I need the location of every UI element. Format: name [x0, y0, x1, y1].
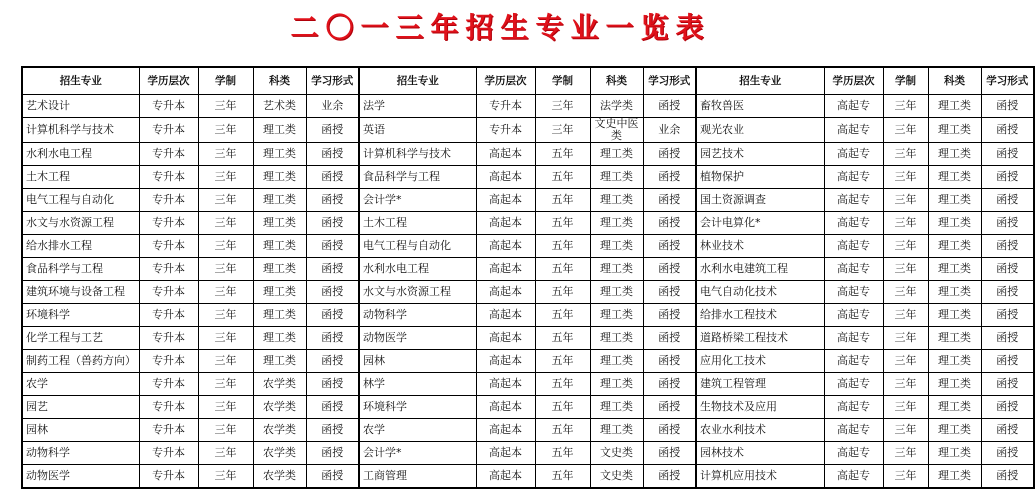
table-cell: 高起本 — [476, 327, 535, 350]
table-cell: 函授 — [981, 166, 1034, 189]
table-cell: 专升本 — [139, 442, 198, 465]
table-cell: 理工类 — [928, 373, 981, 396]
table-cell: 应用化工技术 — [696, 350, 824, 373]
table-cell: 园艺 — [22, 396, 139, 419]
table-cell: 三年 — [198, 327, 253, 350]
table-cell: 三年 — [198, 373, 253, 396]
table-cell: 理工类 — [590, 235, 643, 258]
table-cell: 计算机科学与技术 — [359, 143, 476, 166]
table-cell: 理工类 — [590, 258, 643, 281]
table-row — [22, 235, 1034, 258]
table-header-row — [22, 67, 1034, 95]
table-cell: 高起专 — [824, 304, 883, 327]
table-row — [22, 373, 1034, 396]
table-cell: 专升本 — [139, 419, 198, 442]
table-cell: 理工类 — [253, 281, 306, 304]
table-cell: 专升本 — [476, 95, 535, 118]
table-cell: 函授 — [643, 419, 696, 442]
table-cell: 理工类 — [253, 350, 306, 373]
table-cell: 文史类 — [590, 465, 643, 489]
table-cell: 函授 — [981, 281, 1034, 304]
table-cell: 函授 — [643, 304, 696, 327]
table-cell: 理工类 — [928, 212, 981, 235]
table-row — [22, 442, 1034, 465]
table-cell: 函授 — [981, 118, 1034, 143]
table-cell: 专升本 — [476, 118, 535, 143]
table-cell: 动物科学 — [22, 442, 139, 465]
table-row — [22, 212, 1034, 235]
table-cell: 英语 — [359, 118, 476, 143]
column-header: 科类 — [928, 67, 981, 95]
column-header: 学制 — [198, 67, 253, 95]
table-cell: 专升本 — [139, 304, 198, 327]
table-cell: 专升本 — [139, 212, 198, 235]
table-cell: 三年 — [198, 396, 253, 419]
table-cell: 函授 — [981, 143, 1034, 166]
table-cell: 五年 — [535, 373, 590, 396]
table-cell: 理工类 — [253, 258, 306, 281]
table-cell: 三年 — [883, 465, 928, 489]
table-cell: 高起专 — [824, 212, 883, 235]
table-cell: 高起本 — [476, 235, 535, 258]
table-cell: 函授 — [306, 258, 359, 281]
table-cell: 理工类 — [928, 118, 981, 143]
table-cell: 理工类 — [928, 327, 981, 350]
table-cell: 三年 — [198, 350, 253, 373]
table-cell: 园艺技术 — [696, 143, 824, 166]
table-cell: 土木工程 — [22, 166, 139, 189]
table-cell: 高起本 — [476, 143, 535, 166]
table-cell: 农学类 — [253, 419, 306, 442]
table-cell: 专升本 — [139, 281, 198, 304]
table-cell: 五年 — [535, 304, 590, 327]
table-cell: 五年 — [535, 396, 590, 419]
table-cell: 理工类 — [590, 419, 643, 442]
table-cell: 函授 — [981, 258, 1034, 281]
table-cell: 三年 — [198, 212, 253, 235]
table-cell: 五年 — [535, 235, 590, 258]
table-cell: 法学类 — [590, 95, 643, 118]
table-cell: 函授 — [306, 189, 359, 212]
table-cell: 理工类 — [590, 281, 643, 304]
table-cell: 理工类 — [928, 143, 981, 166]
table-cell: 专升本 — [139, 95, 198, 118]
table-cell: 函授 — [981, 212, 1034, 235]
table-cell: 植物保护 — [696, 166, 824, 189]
table-cell: 函授 — [643, 212, 696, 235]
table-cell: 函授 — [306, 350, 359, 373]
table-cell: 五年 — [535, 442, 590, 465]
table-cell: 三年 — [883, 258, 928, 281]
table-cell: 水利水电建筑工程 — [696, 258, 824, 281]
table-cell: 函授 — [981, 235, 1034, 258]
table-cell: 动物医学 — [22, 465, 139, 489]
table-cell: 函授 — [981, 350, 1034, 373]
table-row — [22, 189, 1034, 212]
table-cell: 专升本 — [139, 465, 198, 489]
table-cell: 函授 — [981, 304, 1034, 327]
table-cell: 高起本 — [476, 166, 535, 189]
table-cell: 高起专 — [824, 442, 883, 465]
table-cell: 高起本 — [476, 373, 535, 396]
table-cell: 文史类 — [590, 442, 643, 465]
table-cell: 五年 — [535, 166, 590, 189]
table-row — [22, 396, 1034, 419]
table-cell: 函授 — [643, 281, 696, 304]
table-row — [22, 281, 1034, 304]
table-cell: 动物科学 — [359, 304, 476, 327]
table-row — [22, 327, 1034, 350]
table-cell: 理工类 — [928, 166, 981, 189]
table-cell: 三年 — [883, 327, 928, 350]
table-cell: 高起专 — [824, 189, 883, 212]
table-body — [22, 95, 1034, 489]
table-row — [22, 465, 1034, 489]
table-cell: 高起专 — [824, 166, 883, 189]
table-cell: 理工类 — [590, 373, 643, 396]
column-header: 招生专业 — [22, 67, 139, 95]
table-cell: 理工类 — [590, 143, 643, 166]
table-cell: 理工类 — [928, 442, 981, 465]
table-row — [22, 258, 1034, 281]
column-header: 学历层次 — [824, 67, 883, 95]
table-cell: 理工类 — [590, 189, 643, 212]
table-cell: 五年 — [535, 465, 590, 489]
table-cell: 理工类 — [253, 118, 306, 143]
table-cell: 会计学* — [359, 189, 476, 212]
table-cell: 水文与水资源工程 — [359, 281, 476, 304]
table-cell: 专升本 — [139, 118, 198, 143]
table-cell: 理工类 — [590, 350, 643, 373]
table-cell: 高起专 — [824, 396, 883, 419]
table-cell: 理工类 — [253, 212, 306, 235]
column-header: 学习形式 — [643, 67, 696, 95]
column-header: 学历层次 — [476, 67, 535, 95]
table-cell: 三年 — [198, 143, 253, 166]
table-cell: 高起本 — [476, 281, 535, 304]
table-cell: 电气自动化技术 — [696, 281, 824, 304]
table-cell: 函授 — [306, 419, 359, 442]
column-header: 科类 — [253, 67, 306, 95]
table-cell: 函授 — [306, 327, 359, 350]
table-cell: 理工类 — [928, 419, 981, 442]
table-cell: 函授 — [643, 442, 696, 465]
table-row — [22, 419, 1034, 442]
table-cell: 业余 — [306, 95, 359, 118]
table-cell: 三年 — [198, 189, 253, 212]
table-cell: 园林技术 — [696, 442, 824, 465]
table-row — [22, 166, 1034, 189]
table-cell: 高起本 — [476, 465, 535, 489]
table-cell: 函授 — [306, 373, 359, 396]
table-cell: 五年 — [535, 350, 590, 373]
table-cell: 三年 — [883, 143, 928, 166]
table-cell: 三年 — [198, 118, 253, 143]
table-cell: 林学 — [359, 373, 476, 396]
table-cell: 理工类 — [928, 465, 981, 489]
table-cell: 三年 — [198, 442, 253, 465]
table-cell: 观光农业 — [696, 118, 824, 143]
table-cell: 生物技术及应用 — [696, 396, 824, 419]
table-cell: 高起专 — [824, 235, 883, 258]
table-cell: 水利水电工程 — [359, 258, 476, 281]
table-cell: 五年 — [535, 212, 590, 235]
table-cell: 专升本 — [139, 373, 198, 396]
table-cell: 理工类 — [253, 166, 306, 189]
table-cell: 理工类 — [928, 189, 981, 212]
table-cell: 三年 — [883, 118, 928, 143]
table-cell: 水利水电工程 — [22, 143, 139, 166]
table-cell: 五年 — [535, 258, 590, 281]
table-cell: 函授 — [306, 281, 359, 304]
table-cell: 建筑环境与设备工程 — [22, 281, 139, 304]
table-cell: 园林 — [359, 350, 476, 373]
table-cell: 化学工程与工艺 — [22, 327, 139, 350]
table-cell: 三年 — [883, 166, 928, 189]
table-cell: 理工类 — [928, 304, 981, 327]
table-cell: 三年 — [883, 419, 928, 442]
table-cell: 高起专 — [824, 281, 883, 304]
table-cell: 函授 — [981, 95, 1034, 118]
table-cell: 函授 — [306, 143, 359, 166]
column-header: 招生专业 — [359, 67, 476, 95]
table-cell: 专升本 — [139, 189, 198, 212]
table-cell: 业余 — [643, 118, 696, 143]
table-cell: 五年 — [535, 419, 590, 442]
table-cell: 高起专 — [824, 350, 883, 373]
table-cell: 函授 — [306, 118, 359, 143]
table-row — [22, 118, 1034, 143]
table-cell: 函授 — [981, 373, 1034, 396]
table-cell: 专升本 — [139, 258, 198, 281]
table-cell: 专升本 — [139, 327, 198, 350]
table-cell: 函授 — [643, 465, 696, 489]
table-cell: 文史中医类 — [590, 118, 643, 143]
table-cell: 食品科学与工程 — [22, 258, 139, 281]
table-cell: 三年 — [535, 95, 590, 118]
table-cell: 函授 — [643, 396, 696, 419]
table-cell: 高起本 — [476, 258, 535, 281]
table-cell: 法学 — [359, 95, 476, 118]
table-cell: 五年 — [535, 327, 590, 350]
table-cell: 电气工程与自动化 — [359, 235, 476, 258]
table-cell: 高起本 — [476, 442, 535, 465]
table-cell: 函授 — [643, 350, 696, 373]
table-cell: 函授 — [306, 235, 359, 258]
table-cell: 三年 — [883, 235, 928, 258]
table-cell: 函授 — [643, 258, 696, 281]
table-cell: 函授 — [643, 95, 696, 118]
table-cell: 三年 — [198, 166, 253, 189]
table-cell: 理工类 — [590, 212, 643, 235]
table-cell: 环境科学 — [22, 304, 139, 327]
table-cell: 理工类 — [928, 281, 981, 304]
table-cell: 园林 — [22, 419, 139, 442]
table-cell: 专升本 — [139, 235, 198, 258]
table-cell: 农学类 — [253, 373, 306, 396]
table-cell: 国土资源调查 — [696, 189, 824, 212]
table-cell: 高起本 — [476, 212, 535, 235]
table-cell: 食品科学与工程 — [359, 166, 476, 189]
column-header: 学制 — [883, 67, 928, 95]
table-row — [22, 304, 1034, 327]
table-cell: 会计电算化* — [696, 212, 824, 235]
table-cell: 函授 — [981, 396, 1034, 419]
table-cell: 五年 — [535, 143, 590, 166]
table-cell: 专升本 — [139, 143, 198, 166]
table-cell: 理工类 — [253, 143, 306, 166]
table-cell: 高起专 — [824, 143, 883, 166]
table-cell: 高起专 — [824, 95, 883, 118]
table-cell: 高起本 — [476, 396, 535, 419]
table-cell: 三年 — [883, 396, 928, 419]
table-cell: 理工类 — [590, 166, 643, 189]
table-cell: 三年 — [883, 212, 928, 235]
table-cell: 理工类 — [928, 396, 981, 419]
table-cell: 函授 — [306, 465, 359, 489]
table-cell: 农学类 — [253, 396, 306, 419]
table-cell: 理工类 — [253, 235, 306, 258]
table-cell: 艺术类 — [253, 95, 306, 118]
table-cell: 理工类 — [253, 304, 306, 327]
table-cell: 三年 — [883, 442, 928, 465]
table-cell: 函授 — [643, 235, 696, 258]
table-cell: 高起专 — [824, 327, 883, 350]
table-cell: 三年 — [535, 118, 590, 143]
column-header: 学习形式 — [306, 67, 359, 95]
table-cell: 理工类 — [928, 235, 981, 258]
table-cell: 土木工程 — [359, 212, 476, 235]
table-cell: 函授 — [643, 166, 696, 189]
table-cell: 理工类 — [590, 327, 643, 350]
table-cell: 三年 — [198, 419, 253, 442]
table-cell: 函授 — [981, 327, 1034, 350]
column-header: 科类 — [590, 67, 643, 95]
table-cell: 三年 — [883, 281, 928, 304]
table-cell: 函授 — [643, 143, 696, 166]
table-cell: 理工类 — [253, 189, 306, 212]
table-cell: 高起专 — [824, 118, 883, 143]
table-row — [22, 95, 1034, 118]
table-cell: 理工类 — [928, 258, 981, 281]
table-cell: 水文与水资源工程 — [22, 212, 139, 235]
table-row — [22, 350, 1034, 373]
table-cell: 会计学* — [359, 442, 476, 465]
table-cell: 农学类 — [253, 465, 306, 489]
table-cell: 理工类 — [928, 95, 981, 118]
table-cell: 建筑工程管理 — [696, 373, 824, 396]
table-cell: 函授 — [643, 189, 696, 212]
table-cell: 给水排水工程 — [22, 235, 139, 258]
table-cell: 农业水利技术 — [696, 419, 824, 442]
table-cell: 高起本 — [476, 419, 535, 442]
table-cell: 计算机应用技术 — [696, 465, 824, 489]
table-cell: 函授 — [306, 166, 359, 189]
table-cell: 动物医学 — [359, 327, 476, 350]
table-cell: 电气工程与自动化 — [22, 189, 139, 212]
table-cell: 计算机科学与技术 — [22, 118, 139, 143]
table-cell: 理工类 — [253, 327, 306, 350]
table-cell: 专升本 — [139, 166, 198, 189]
table-cell: 三年 — [198, 281, 253, 304]
table-cell: 函授 — [981, 465, 1034, 489]
table-cell: 高起本 — [476, 189, 535, 212]
table-cell: 函授 — [643, 373, 696, 396]
table-cell: 三年 — [883, 350, 928, 373]
column-header: 学历层次 — [139, 67, 198, 95]
table-cell: 农学 — [359, 419, 476, 442]
table-cell: 林业技术 — [696, 235, 824, 258]
table-cell: 高起专 — [824, 419, 883, 442]
table-cell: 三年 — [883, 189, 928, 212]
column-header: 学制 — [535, 67, 590, 95]
table-cell: 三年 — [198, 95, 253, 118]
table-cell: 高起本 — [476, 350, 535, 373]
table-cell: 专升本 — [139, 396, 198, 419]
table-cell: 农学 — [22, 373, 139, 396]
table-cell: 三年 — [883, 304, 928, 327]
table-cell: 工商管理 — [359, 465, 476, 489]
table-cell: 三年 — [198, 235, 253, 258]
page-title: 二〇一三年招生专业一览表 — [290, 11, 711, 44]
table-row — [22, 143, 1034, 166]
table-cell: 专升本 — [139, 350, 198, 373]
table-cell: 畜牧兽医 — [696, 95, 824, 118]
table-cell: 函授 — [981, 442, 1034, 465]
table-cell: 高起本 — [476, 304, 535, 327]
column-header: 招生专业 — [696, 67, 824, 95]
table-cell: 农学类 — [253, 442, 306, 465]
table-cell: 函授 — [306, 212, 359, 235]
table-cell: 给排水工程技术 — [696, 304, 824, 327]
table-cell: 函授 — [306, 442, 359, 465]
table-cell: 理工类 — [590, 396, 643, 419]
table-cell: 三年 — [198, 304, 253, 327]
column-header: 学习形式 — [981, 67, 1034, 95]
table-cell: 环境科学 — [359, 396, 476, 419]
table-cell: 道路桥梁工程技术 — [696, 327, 824, 350]
table-cell: 三年 — [198, 258, 253, 281]
table-cell: 三年 — [883, 95, 928, 118]
table-cell: 理工类 — [928, 350, 981, 373]
table-cell: 高起专 — [824, 373, 883, 396]
table-cell: 高起专 — [824, 258, 883, 281]
majors-table — [21, 66, 1035, 489]
table-cell: 函授 — [643, 327, 696, 350]
table-cell: 三年 — [198, 465, 253, 489]
table-cell: 理工类 — [590, 304, 643, 327]
table-cell: 函授 — [306, 396, 359, 419]
table-cell: 五年 — [535, 281, 590, 304]
table-cell: 函授 — [981, 419, 1034, 442]
table-cell: 三年 — [883, 373, 928, 396]
table-cell: 制药工程（兽药方向） — [22, 350, 139, 373]
table-cell: 五年 — [535, 189, 590, 212]
table-cell: 函授 — [306, 304, 359, 327]
table-cell: 高起专 — [824, 465, 883, 489]
table-cell: 艺术设计 — [22, 95, 139, 118]
table-cell: 函授 — [981, 189, 1034, 212]
